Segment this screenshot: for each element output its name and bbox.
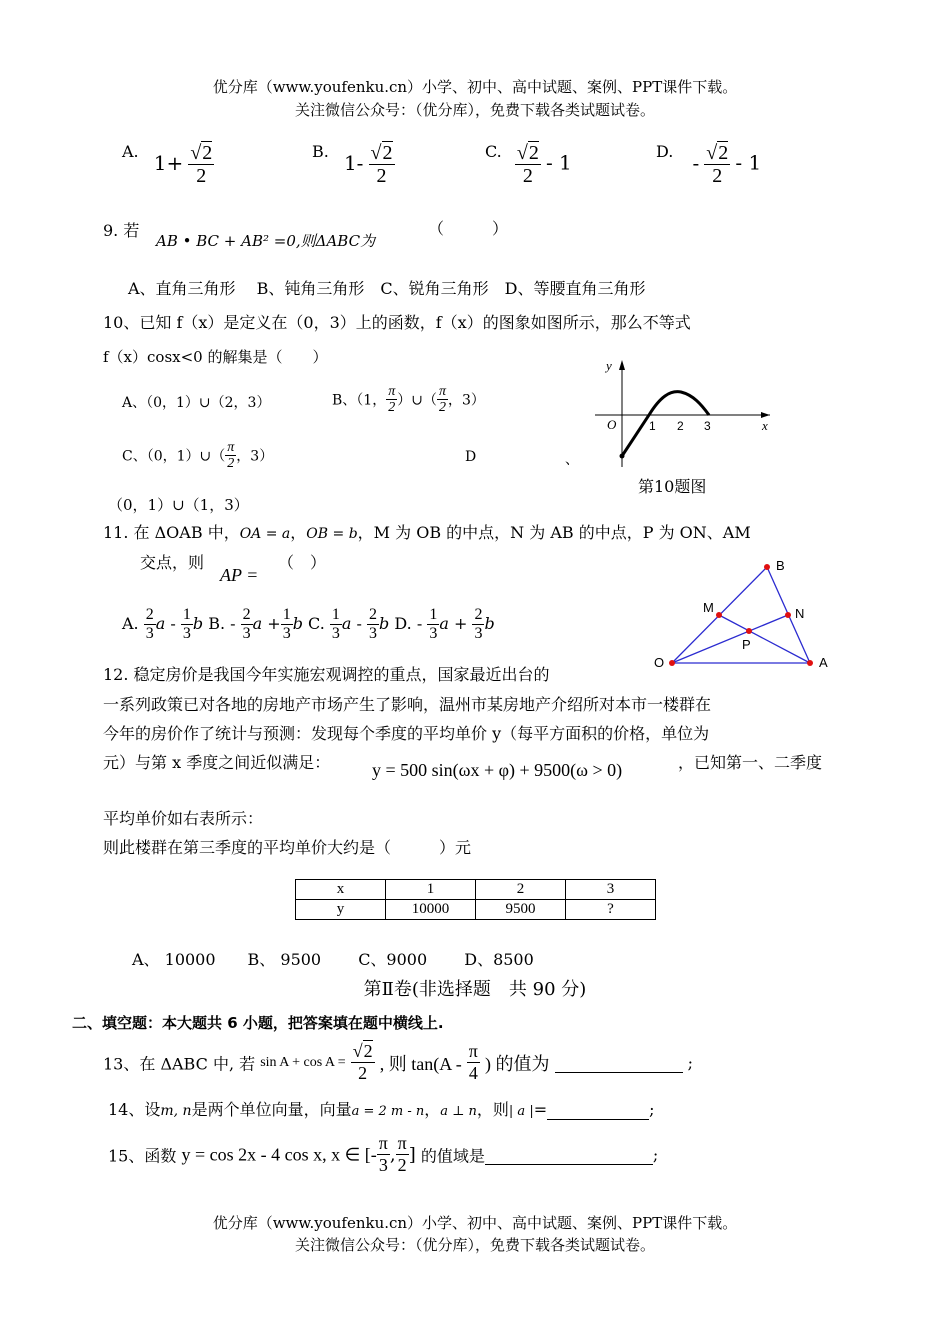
- table-cell: y: [296, 900, 386, 920]
- q11-option-d: D. - $\frac{1}{3}$ a + $\frac{2}{3}$ b: [394, 606, 495, 642]
- q15-answer-blank[interactable]: [485, 1145, 653, 1165]
- q11-ap: AP =: [220, 565, 259, 585]
- q10-option-d-label: D: [465, 449, 477, 465]
- table-cell: x: [296, 880, 386, 900]
- q12-price-table: [295, 879, 656, 920]
- point-b: [764, 564, 770, 570]
- q11-line-2: 交点，则: [140, 553, 205, 572]
- q8-option-d: D. - $\frac{√2}{2}$ - 1: [656, 142, 762, 187]
- q10-function-graph: [590, 352, 780, 472]
- q10-option-d-sep: 、: [565, 452, 579, 468]
- q10-option-d-value: （0，1）∪（1，3）: [108, 496, 249, 514]
- q11-options: [122, 606, 495, 643]
- label-a: A: [819, 655, 828, 670]
- q12-formula: y = 500 sin(ωx + φ) + 9500(ω > 0): [372, 760, 623, 780]
- point-p: [746, 628, 752, 634]
- segment-on: [672, 615, 788, 663]
- table-cell: 10000: [386, 900, 476, 920]
- q11-option-b: B. - $\frac{2}{3}$ a + $\frac{1}{3}$ b: [208, 606, 303, 642]
- point-a: [807, 660, 813, 666]
- q12-line-2: 一系列政策已对各地的房地产市场产生了影响，温州市某房地产介绍所对本市一楼群在: [103, 695, 712, 714]
- q10-graph-caption: 第10题图: [638, 477, 707, 496]
- q13-answer-blank[interactable]: [555, 1053, 683, 1073]
- q9-expression: AB • BC + AB² =0,则ΔABC为: [156, 232, 376, 250]
- q12-line-3: 今年的房价作了统计与预测：发现每个季度的平均单价 y（每平方面积的价格，单位为: [103, 724, 710, 743]
- q11-option-a: A. $\frac{2}{3}$ a - $\frac{1}{3}$ b: [122, 606, 204, 642]
- label-m: M: [703, 600, 714, 615]
- q9-stem: 9. 若: [103, 221, 140, 240]
- q11-paren: （ ）: [278, 553, 327, 572]
- table-cell: 2: [476, 880, 566, 900]
- q9-paren: （ ）: [428, 219, 509, 238]
- q12-line-5: 平均单价如右表所示：: [103, 809, 264, 828]
- q12-options: A、 10000 B、 9500 C、9000 D、8500: [132, 950, 534, 969]
- table-cell: ?: [566, 900, 656, 920]
- graph-origin-label: O: [607, 417, 617, 432]
- table-cell: 3: [566, 880, 656, 900]
- table-cell: 9500: [476, 900, 566, 920]
- q14-answer-blank[interactable]: [547, 1100, 649, 1120]
- table-cell: 1: [386, 880, 476, 900]
- q10-option-c: C、（0，1）∪（ $\frac{\pi}{2}$ ，3）: [122, 440, 274, 472]
- q8-option-a: A. 1+ $\frac{√2}{2}$: [122, 142, 213, 187]
- segment-am: [719, 615, 810, 663]
- q8-option-b: B. 1- $\frac{√2}{2}$: [312, 142, 393, 187]
- footer-line-2: 关注微信公众号：（优分库），免费下载各类试题试卷。: [294, 1236, 655, 1254]
- q10-option-a: A、（0，1）∪（2，3）: [122, 395, 271, 411]
- q14: 14、设m, n是两个单位向量，向量a = 2 m - n，a ⊥ n，则| a |= ;: [108, 1100, 655, 1119]
- q11-option-c: C. $\frac{1}{3}$ a - $\frac{2}{3}$ b: [308, 606, 390, 642]
- point-o: [669, 660, 675, 666]
- section-2-heading: 二、填空题：本大题共 6 小题，把答案填在题中横线上.: [72, 1014, 444, 1032]
- graph-tick-2: 2: [677, 419, 684, 433]
- y-axis-arrow-icon: [619, 360, 625, 370]
- header-line-1: 优分库（www.youfenku.cn）小学、初中、高中试题、案例、PPT课件下载。: [212, 78, 738, 96]
- q9-options: A、直角三角形 B、钝角三角形 C、锐角三角形 D、等腰直角三角形: [128, 279, 646, 298]
- q12-line-4-pre: 元）与第 x 季度之间近似满足：: [103, 753, 331, 772]
- label-b: B: [776, 558, 785, 573]
- label-n: N: [795, 606, 805, 621]
- function-curve: [622, 392, 709, 456]
- part-2-title: 第Ⅱ卷(非选择题 共 90 分): [363, 979, 587, 1000]
- graph-y-label: y: [606, 358, 612, 373]
- q12-line-4-post: ，已知第一、二季度: [678, 753, 823, 772]
- q10-line-2: f（x）cosx<0 的解集是（ ）: [103, 348, 328, 366]
- footer-line-1: 优分库（www.youfenku.cn）小学、初中、高中试题、案例、PPT课件下载。: [212, 1214, 738, 1232]
- graph-tick-1: 1: [649, 419, 656, 433]
- q11-line-1: 11. 在 ΔOAB 中，OA = a，OB = b，M 为 OB 的中点，N 为 AB 的中点，P 为 ON、AM: [103, 523, 751, 542]
- graph-x-label: x: [762, 418, 768, 433]
- point-n: [785, 612, 791, 618]
- header-line-2: 关注微信公众号：（优分库），免费下载各类试题试卷。: [294, 101, 655, 119]
- q15: 15、函数 y = cos 2x - 4 cos x, x ∈ [- $\frac{\pi}{3}$ , $\frac{\pi}{2}$ ] 的值域是 ;: [108, 1133, 659, 1175]
- table-row: [296, 900, 656, 920]
- q8-option-c: C. $\frac{√2}{2}$ - 1: [485, 142, 572, 187]
- q12-line-1: 12. 稳定房价是我国今年实施宏观调控的重点，国家最近出台的: [103, 665, 550, 684]
- q10-option-b: B、（1， $\frac{\pi}{2}$ ）∪（ $\frac{\pi}{2}$ ，3）: [332, 384, 485, 416]
- q11-triangle-diagram: [650, 555, 840, 675]
- graph-tick-3: 3: [704, 419, 711, 433]
- label-p: P: [742, 637, 751, 652]
- point-m: [716, 612, 722, 618]
- q12-line-6: 则此楼群在第三季度的平均单价大约是（ ）元: [103, 838, 472, 857]
- label-o: O: [654, 655, 665, 670]
- curve-start-point: [620, 454, 625, 459]
- q13: 13、在 ΔABC 中, 若 sin A + cos A = $\frac{√2}{2}$ , 则 tan(A - $\frac{\pi}{4}$ ) 的值为 ;: [103, 1041, 694, 1083]
- q10-line-1: 10、已知 f（x）是定义在（0，3）上的函数，f（x）的图象如图所示，那么不等式: [103, 313, 691, 332]
- table-row: [296, 880, 656, 900]
